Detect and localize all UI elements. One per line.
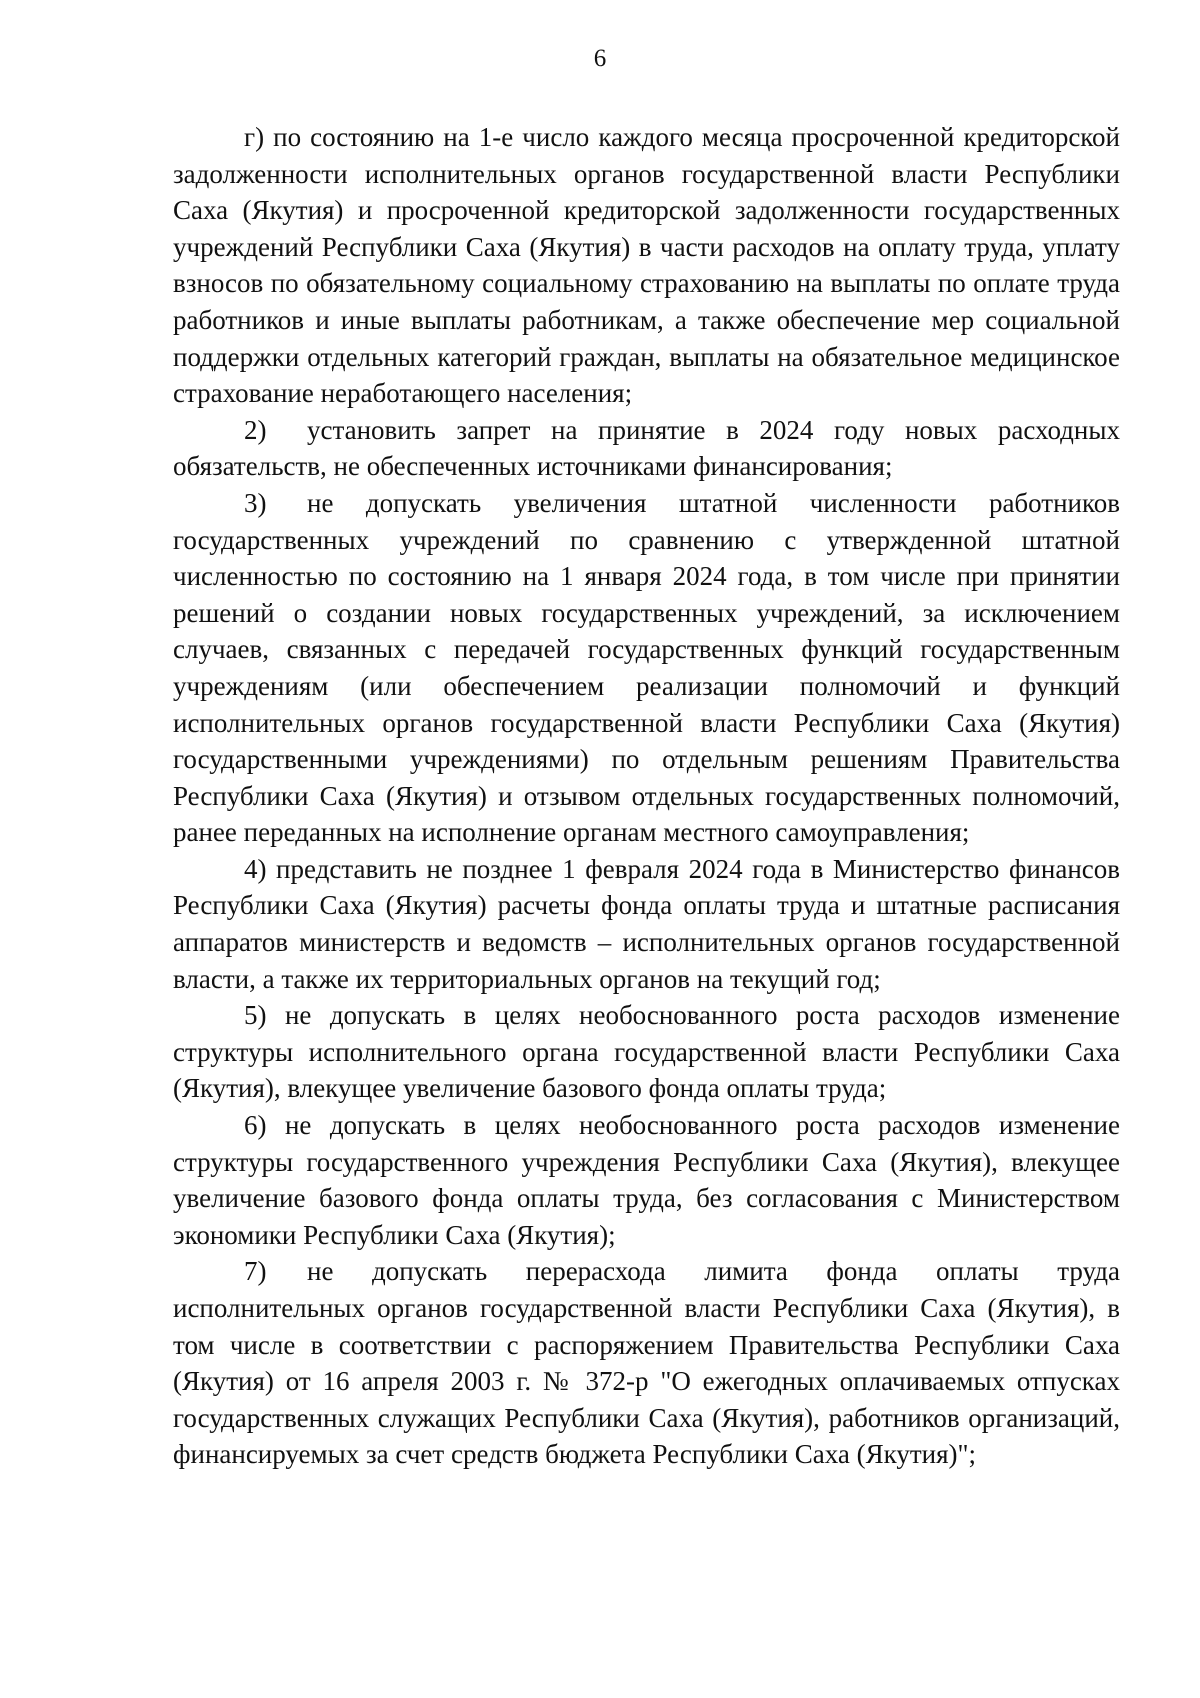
paragraph-3-staff-limit: 3) не допускать увеличения штатной численности работников государственных учреждений по сравнению с утвержденной штатной численностью по состоянию на 1 января 2024 года, в том числе при принятии решений о создании новых государственных учреждений, за исключением случаев, связанных с передачей государственных функций государственным учреждениям (или обеспечением реализации полномочий и функций исполнительных органов государственной власти Республики Саха (Якутия) государственными учреждениями) по отдельным решениям Правительства Республики Саха (Якутия) и отзывом отдельных государственных полномочий, ранее переданных на исполнение органам местного самоуправления; bbox=[173, 487, 1120, 848]
paragraph-5-executive-structure: 5) не допускать в целях необоснованного роста расходов изменение структуры исполнительного органа государственной власти Республики Саха (Якутия), влекущее увеличение базового фонда оплаты труда; bbox=[173, 1000, 1120, 1104]
document-body bbox=[173, 119, 1120, 1473]
paragraph-g-overdue-debt: г) по состоянию на 1-е число каждого месяца просроченной кредиторской задолженности исполнительных органов государственной власти Республики Саха (Якутия) и просроченной кредиторской задолженности государственных учреждений Республики Саха (Якутия) в части расходов на оплату труда, уплату взносов по обязательному социальному страхованию на выплаты по оплате труда работников и иные выплаты работникам, а также обеспечение мер социальной поддержки отдельных категорий граждан, выплаты на обязательное медицинское страхование неработающего населения; bbox=[173, 122, 1120, 409]
paragraph-2-ban-new-obligations: 2) установить запрет на принятие в 2024 году новых расходных обязательств, не обеспеченных источниками финансирования; bbox=[173, 414, 1120, 482]
paragraph-7-payroll-limit: 7) не допускать перерасхода лимита фонда оплаты труда исполнительных органов государственной власти Республики Саха (Якутия), в том числе в соответствии с распоряжением Правительства Республики Саха (Якутия) от 16 апреля 2003 г. № 372-р "О ежегодных оплачиваемых отпусках государственных служащих Республики Саха (Якутия), работников организаций, финансируемых за счет средств бюджета Республики Саха (Якутия)"; bbox=[173, 1256, 1120, 1470]
paragraph-4-payroll-calculations: 4) представить не позднее 1 февраля 2024 года в Министерство финансов Республики Саха (Якутия) расчеты фонда оплаты труда и штатные расписания аппаратов министерств и ведомств – исполнительных органов государственной власти, а также их территориальных органов на текущий год; bbox=[173, 853, 1120, 994]
page-number: 6 bbox=[593, 45, 607, 72]
paragraph-6-institution-structure: 6) не допускать в целях необоснованного роста расходов изменение структуры государственного учреждения Республики Саха (Якутия), влекущее увеличение базового фонда оплаты труда, без согласования с Министерством экономики Республики Саха (Якутия); bbox=[173, 1110, 1120, 1250]
